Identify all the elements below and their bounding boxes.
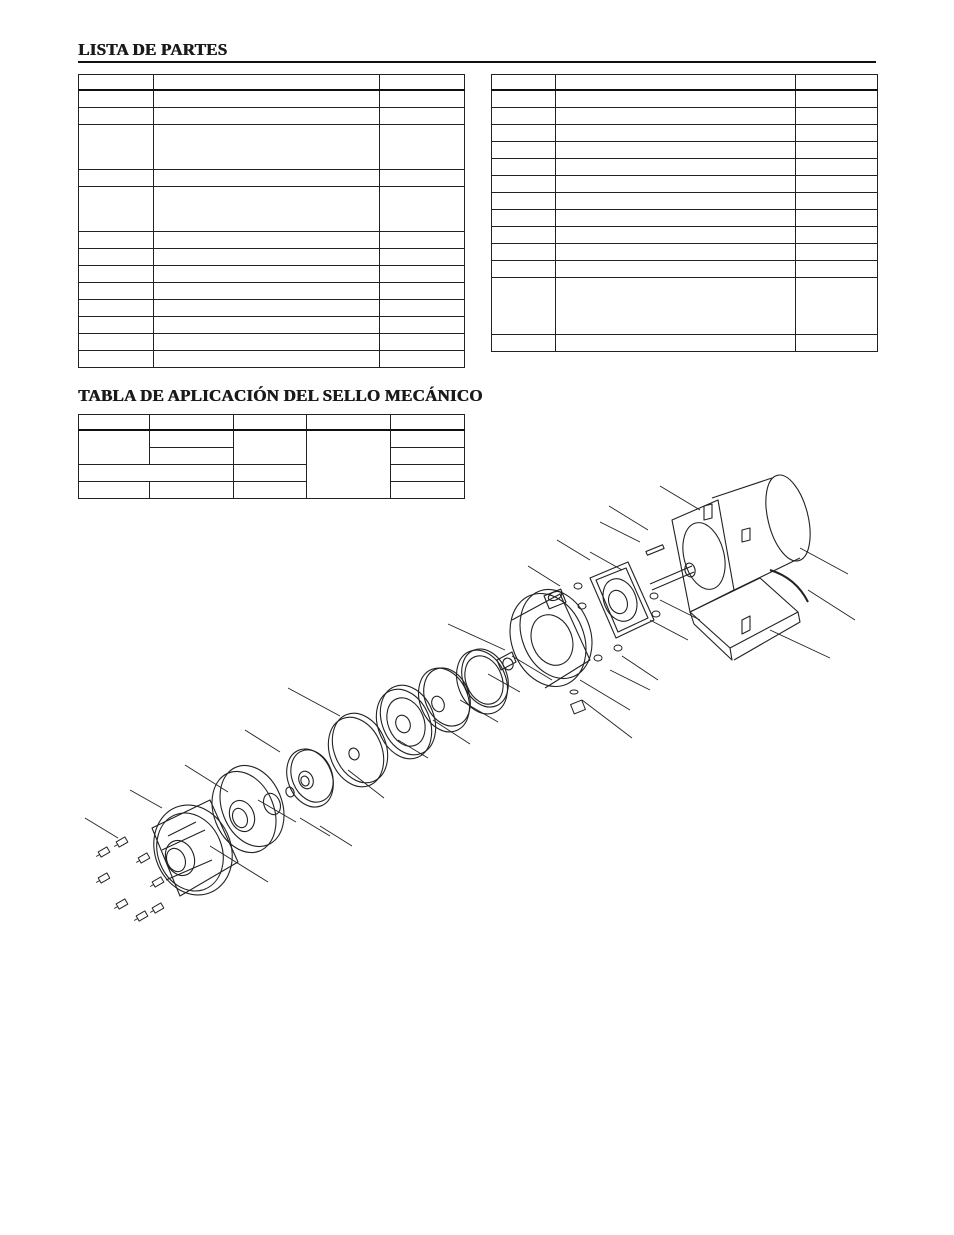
table-row <box>492 142 878 159</box>
motor-base <box>690 578 800 660</box>
gasket-strip <box>770 570 808 602</box>
impeller <box>278 742 341 814</box>
pump-body <box>497 579 605 698</box>
table-header-row <box>79 415 465 431</box>
shaft-key <box>646 545 664 555</box>
table-row <box>79 232 465 249</box>
table-row <box>79 187 465 232</box>
table-row <box>492 210 878 227</box>
coupling <box>497 652 516 671</box>
parts-table-right <box>491 74 878 352</box>
table-header-row <box>492 75 878 91</box>
table-row <box>492 176 878 193</box>
table-row <box>79 334 465 351</box>
pump-housing-ring <box>200 756 295 862</box>
table-row <box>79 351 465 368</box>
table-row <box>492 278 878 335</box>
table-row <box>492 261 878 278</box>
table-row <box>492 90 878 108</box>
seal-plate <box>590 562 654 638</box>
table-row <box>79 283 465 300</box>
table-row <box>492 193 878 210</box>
diffuser <box>366 677 445 767</box>
table-row <box>79 125 465 170</box>
table-row <box>492 244 878 261</box>
table-row <box>79 90 465 108</box>
exploded-pump-diagram <box>60 470 880 940</box>
wear-ring <box>447 642 516 722</box>
table-row <box>79 266 465 283</box>
leader-lines <box>85 486 855 882</box>
parts-table-left <box>78 74 465 368</box>
table-row <box>492 335 878 352</box>
table-row <box>492 108 878 125</box>
seal-table-heading: TABLA DE APLICACIÓN DEL SELLO MECÁNICO <box>78 386 483 405</box>
table-row <box>79 317 465 334</box>
table-row <box>79 249 465 266</box>
table-row <box>79 108 465 125</box>
table-row <box>492 227 878 244</box>
nuts <box>570 583 622 714</box>
parts-list-heading: LISTA DE PARTES <box>78 40 228 59</box>
heading-rule <box>78 61 876 63</box>
table-row <box>492 125 878 142</box>
table-row <box>492 159 878 176</box>
table-row <box>79 170 465 187</box>
table-header-row <box>79 75 465 91</box>
table-row <box>79 430 465 448</box>
table-row <box>79 300 465 317</box>
diffuser <box>318 705 397 795</box>
